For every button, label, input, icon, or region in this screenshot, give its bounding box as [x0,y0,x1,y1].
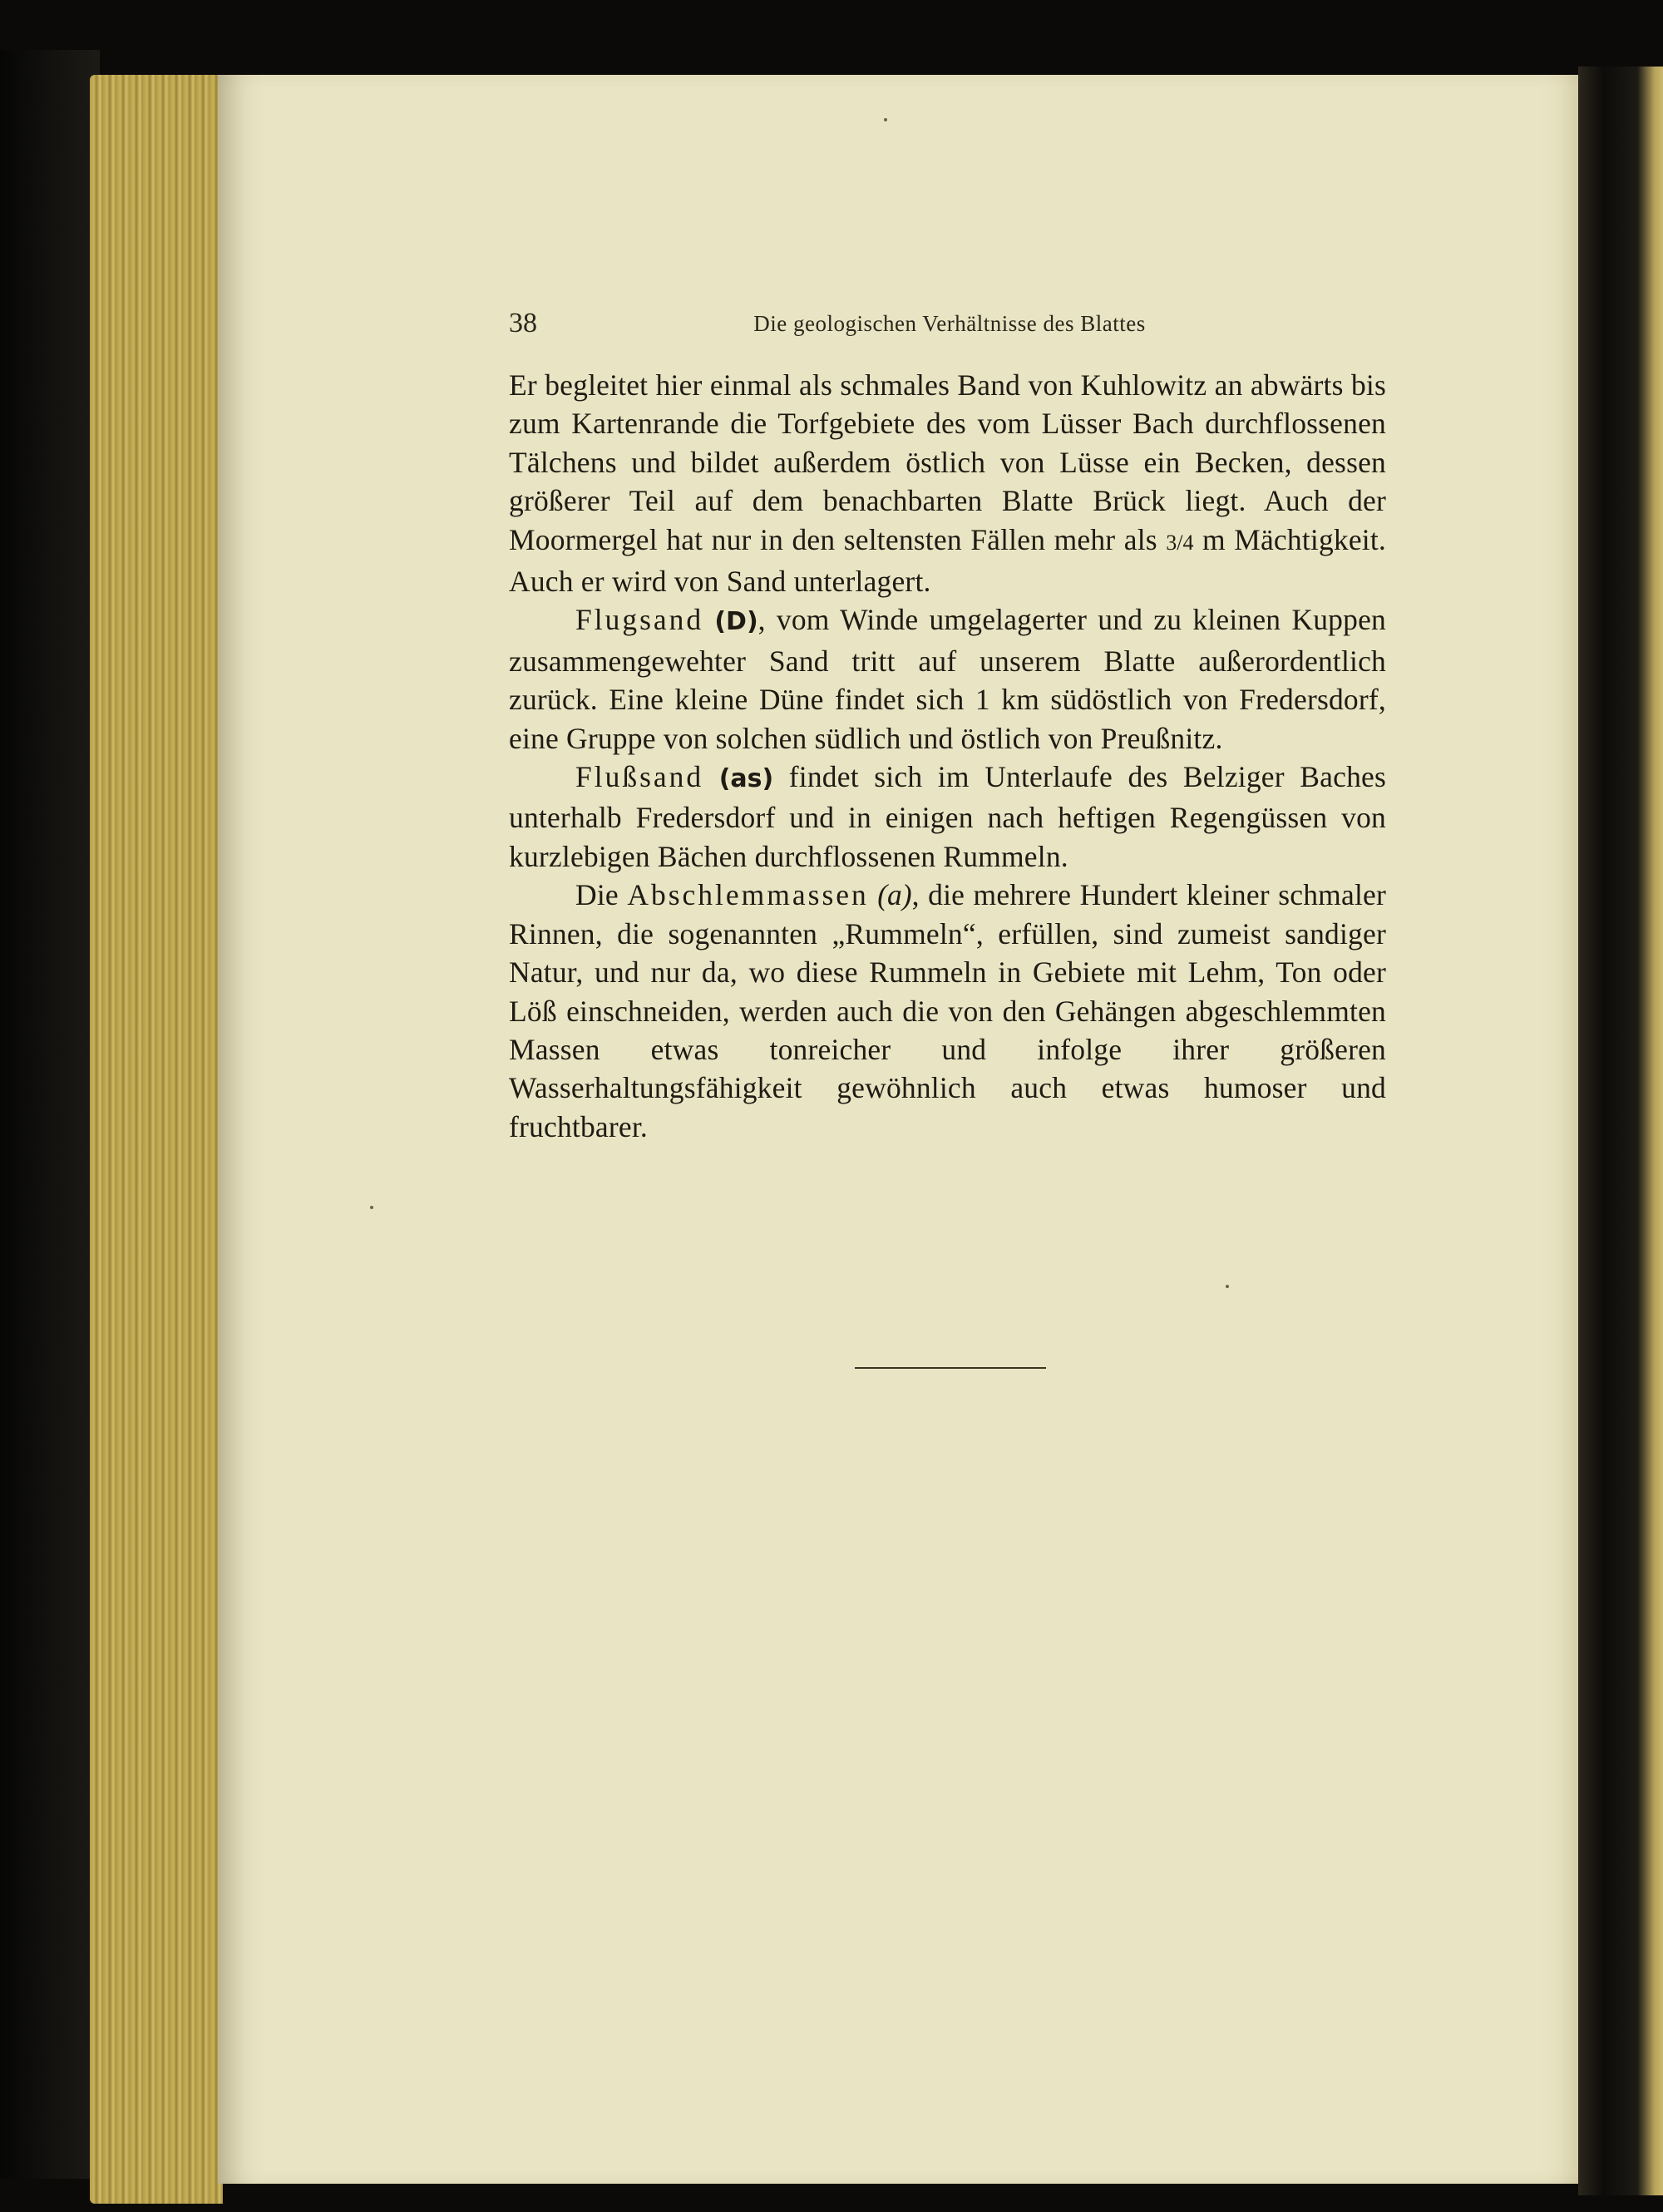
paragraph-text: Er begleitet hier einmal als schmales Band von Kuhlowitz an abwärts bis zum Kartenrande die Torfgebiete des vom Lüsser Bach durchflossenen Tälchens und bildet außerdem östlich von Lüsse ein Becken, dessen größerer Teil auf dem benachbarten Blatte Brück liegt. Auch der Moormergel hat nur in den seltensten Fällen mehr als [509,368,1386,556]
running-title: Die geologischen Verhältnisse des Blattes [753,311,1146,336]
paragraph-flusssand [509,758,1386,876]
paper-speck [884,118,887,121]
page-block-edges [90,75,223,2204]
paragraph-text: Die [575,878,628,912]
paper-speck [370,1206,373,1209]
term-abschlemmassen: Abschlemmassen [627,878,869,912]
body-text [509,366,1386,1146]
paragraph-text: m Mächtigkeit. Auch er wird von Sand unterlagert. [509,522,1387,599]
term-flugsand: Flugsand [575,603,704,637]
page-header [509,308,1390,349]
map-symbol: (D) [714,607,758,637]
map-symbol: (a) [877,878,912,912]
term-flusssand: Flußsand [575,760,704,794]
paragraph-abschlemmassen [509,876,1386,1146]
page-number: 38 [509,308,537,338]
paper-speck [1226,1285,1229,1288]
paragraph-text: findet sich im Unterlaufe des Belziger Baches unterhalb Fredersdorf und in einigen nach heftigen Regengüssen von kurzlebigen Bächen durchflossenen Rummeln. [509,760,1387,873]
paragraph-moormergel [509,366,1386,600]
fraction: 3/4 [1166,530,1194,555]
paragraph-text: , die mehrere Hundert kleiner schmaler Rinnen, die sogenannten „Rummeln“, erfüllen, sind zumeist sandiger Natur, und nur da, wo diese Rummeln in Gebiete mit Lehm, Ton oder Löß einschneiden, werden auch die von den Gehängen abgeschlemmten Massen etwas tonreicher und infolge ihrer größeren Wasserhaltungsfähigkeit gewöhnlich auch etwas humoser und fruchtbarer. [509,878,1386,1143]
section-divider [855,1367,1046,1369]
right-page-edge [1578,67,1663,2195]
map-symbol: (as) [718,764,774,794]
book-spine [0,50,100,2179]
paragraph-flugsand [509,600,1386,758]
paragraph-text: , vom Winde umgelagerter und zu kleinen Kuppen zusammengewehter Sand tritt auf unserem Blatte außerordentlich zurück. Eine kleine Düne findet sich 1 km südöstlich von Fredersdorf, eine Gruppe von solchen südlich und östlich von Preußnitz. [509,603,1386,755]
